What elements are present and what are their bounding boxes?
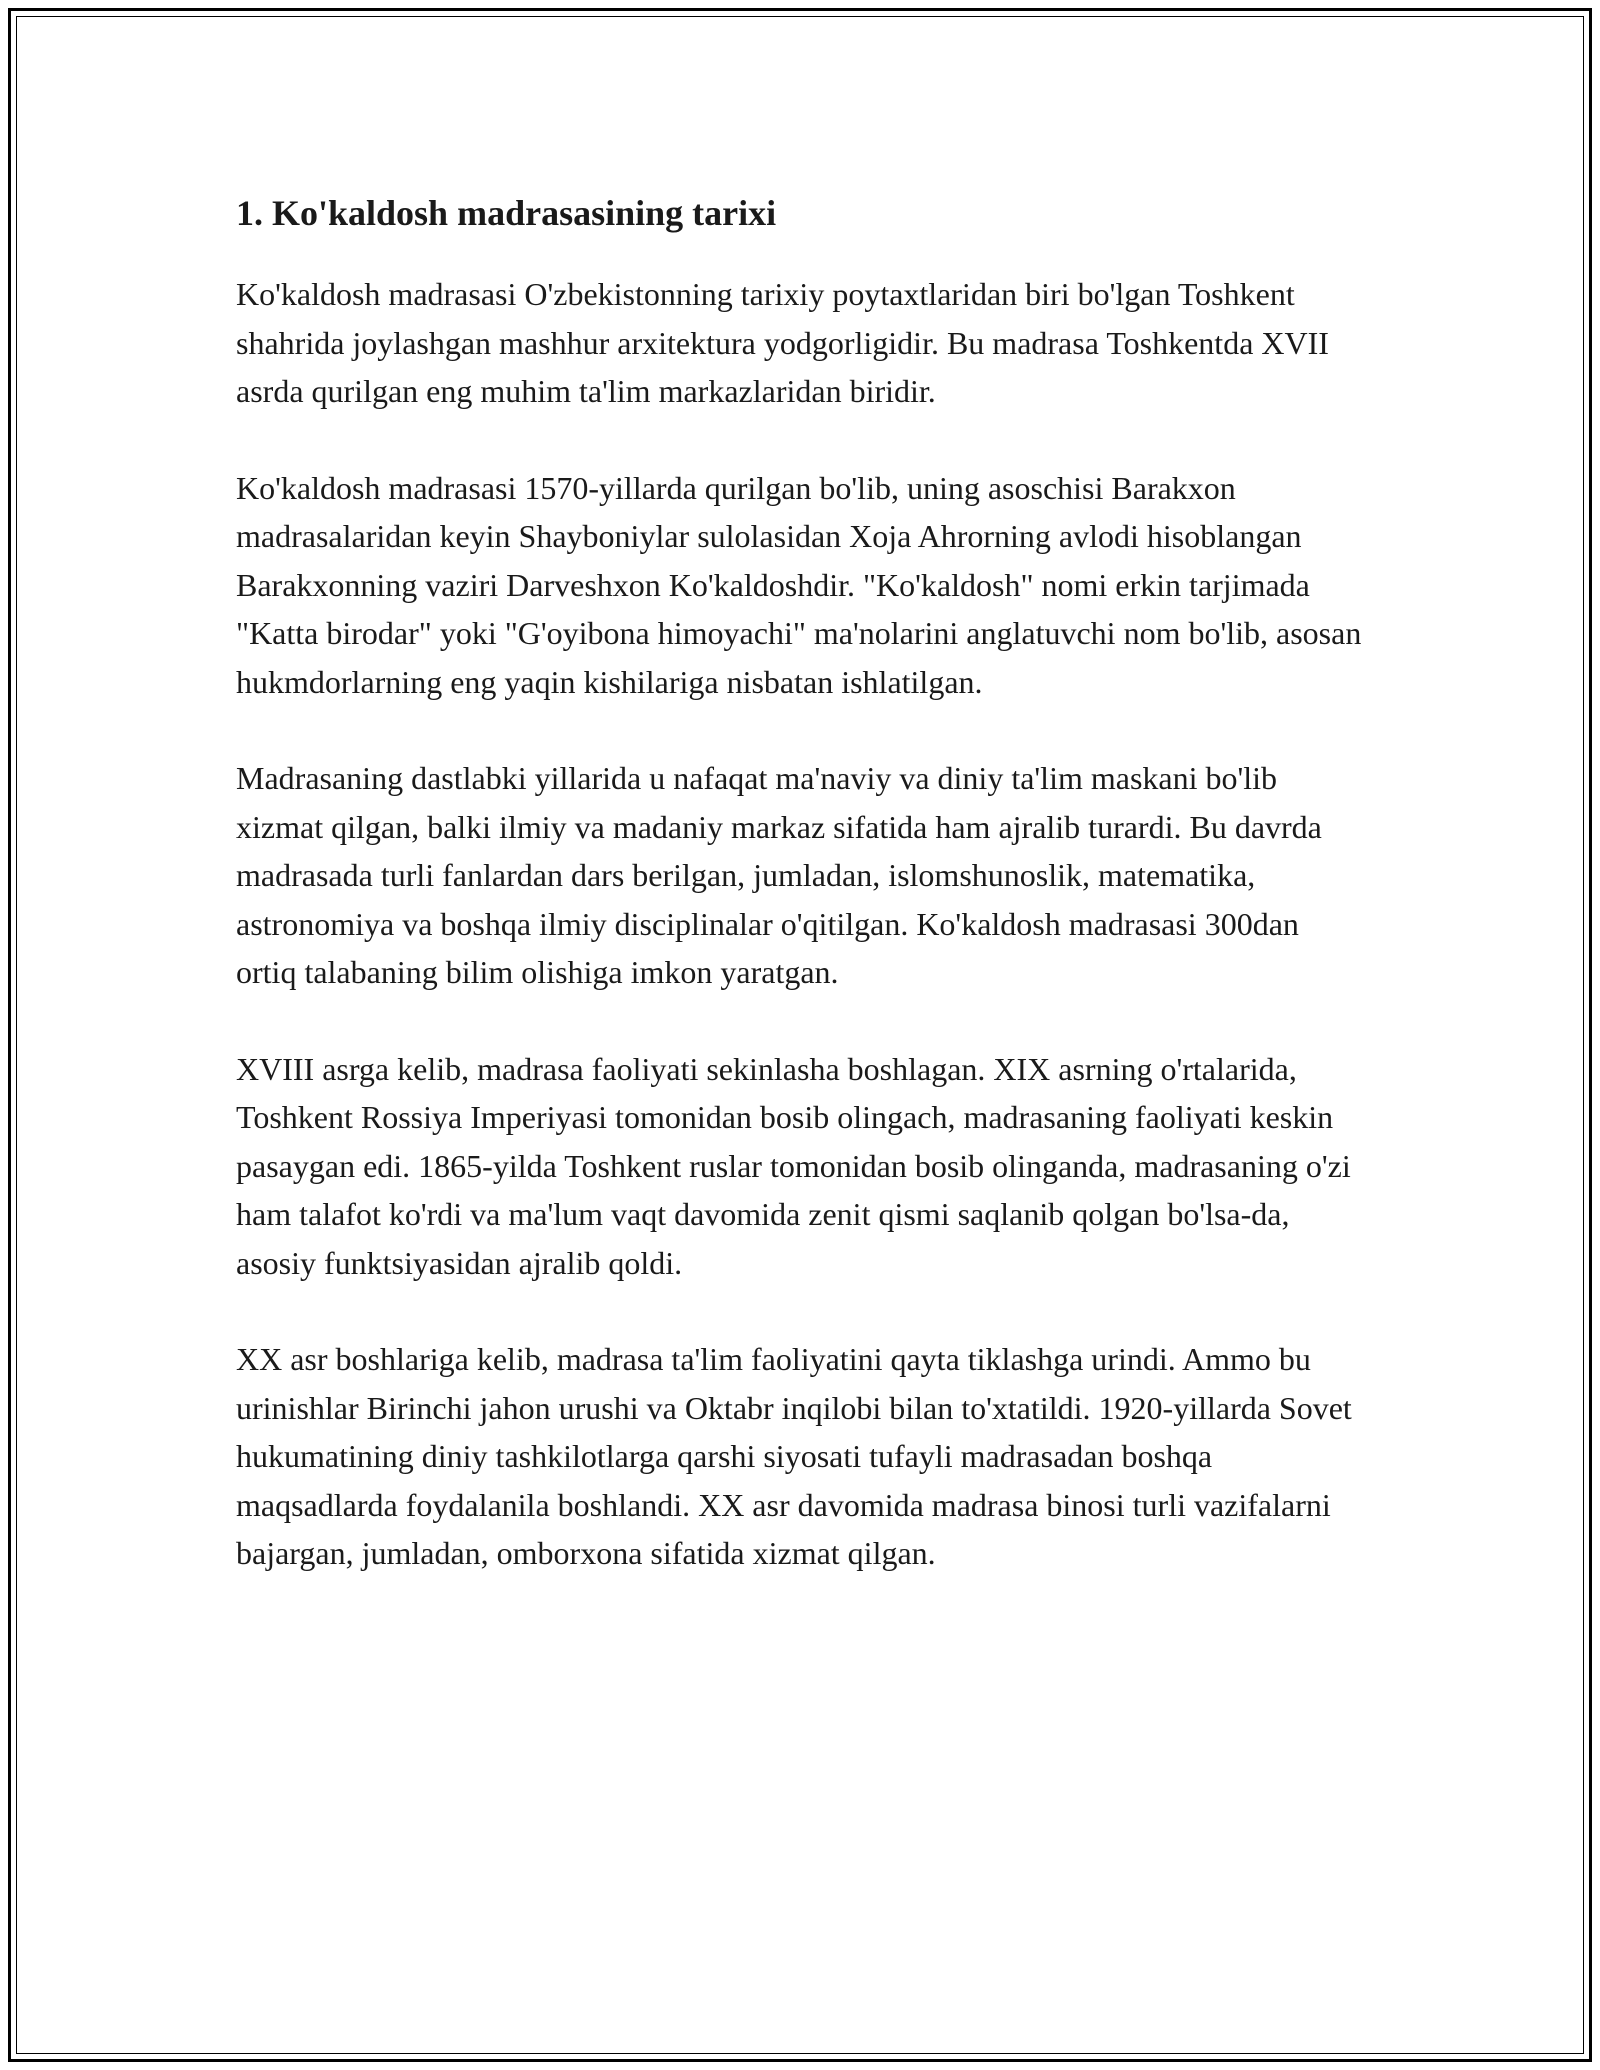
paragraph-1: Ko'kaldosh madrasasi O'zbekistonning tarixiy poytaxtlaridan biri bo'lgan Toshkent shahrida joylashgan mashhur arxitektura yodgorligidir. Bu madrasa Toshkentda XVII asrda qurilgan eng muhim ta'lim markazlaridan biridir.: [236, 276, 1329, 409]
section-heading: 1. Ko'kaldosh madrasasining tarixi: [236, 193, 777, 233]
document-body: [236, 186, 1366, 1626]
paragraph-5: XX asr boshlariga kelib, madrasa ta'lim faoliyatini qayta tiklashga urindi. Ammo bu urinishlar Birinchi jahon urushi va Oktabr inqilobi bilan to'xtatildi. 1920-yillarda Sovet hukumatining diniy tashkilotlarga qarshi siyosati tufayli madrasadan boshqa maqsadlarda foydalanila boshlandi. XX asr davomida madrasa binosi turli vazifalarni bajargan, jumladan, omborxona sifatida xizmat qilgan.: [236, 1341, 1352, 1571]
paragraph-3: Madrasaning dastlabki yillarida u nafaqat ma'naviy va diniy ta'lim maskani bo'lib xizmat qilgan, balki ilmiy va madaniy markaz sifatida ham ajralib turardi. Bu davrda madrasada turli fanlardan dars berilgan, jumladan, islomshunoslik, matematika, astronomiya va boshqa ilmiy disciplinalar o'qitilgan. Ko'kaldosh madrasasi 300dan ortiq talabaning bilim olishiga imkon yaratgan.: [236, 760, 1322, 990]
paragraph-2: Ko'kaldosh madrasasi 1570-yillarda qurilgan bo'lib, uning asoschisi Barakxon madrasalaridan keyin Shayboniylar sulolasidan Xoja Ahrorning avlodi hisoblangan Barakxonning vaziri Darveshxon Ko'kaldoshdir. "Ko'kaldosh" nomi erkin tarjimada "Katta birodar" yoki "G'oyibona himoyachi" ma'nolarini anglatuvchi nom bo'lib, asosan hukmdorlarning eng yaqin kishilariga nisbatan ishlatilgan.: [236, 469, 1362, 700]
paragraph-4: XVIII asrga kelib, madrasa faoliyati sekinlasha boshlagan. XIX asrning o'rtalarida, Toshkent Rossiya Imperiyasi tomonidan bosib olingach, madrasaning faoliyati keskin pasaygan edi. 1865-yilda Toshkent ruslar tomonidan bosib olinganda, madrasaning o'zi ham talafot ko'rdi va ma'lum vaqt davomida zenit qismi saqlanib qolgan bo'lsa-da, asosiy funktsiyasidan ajralib qoldi.: [236, 1050, 1351, 1281]
